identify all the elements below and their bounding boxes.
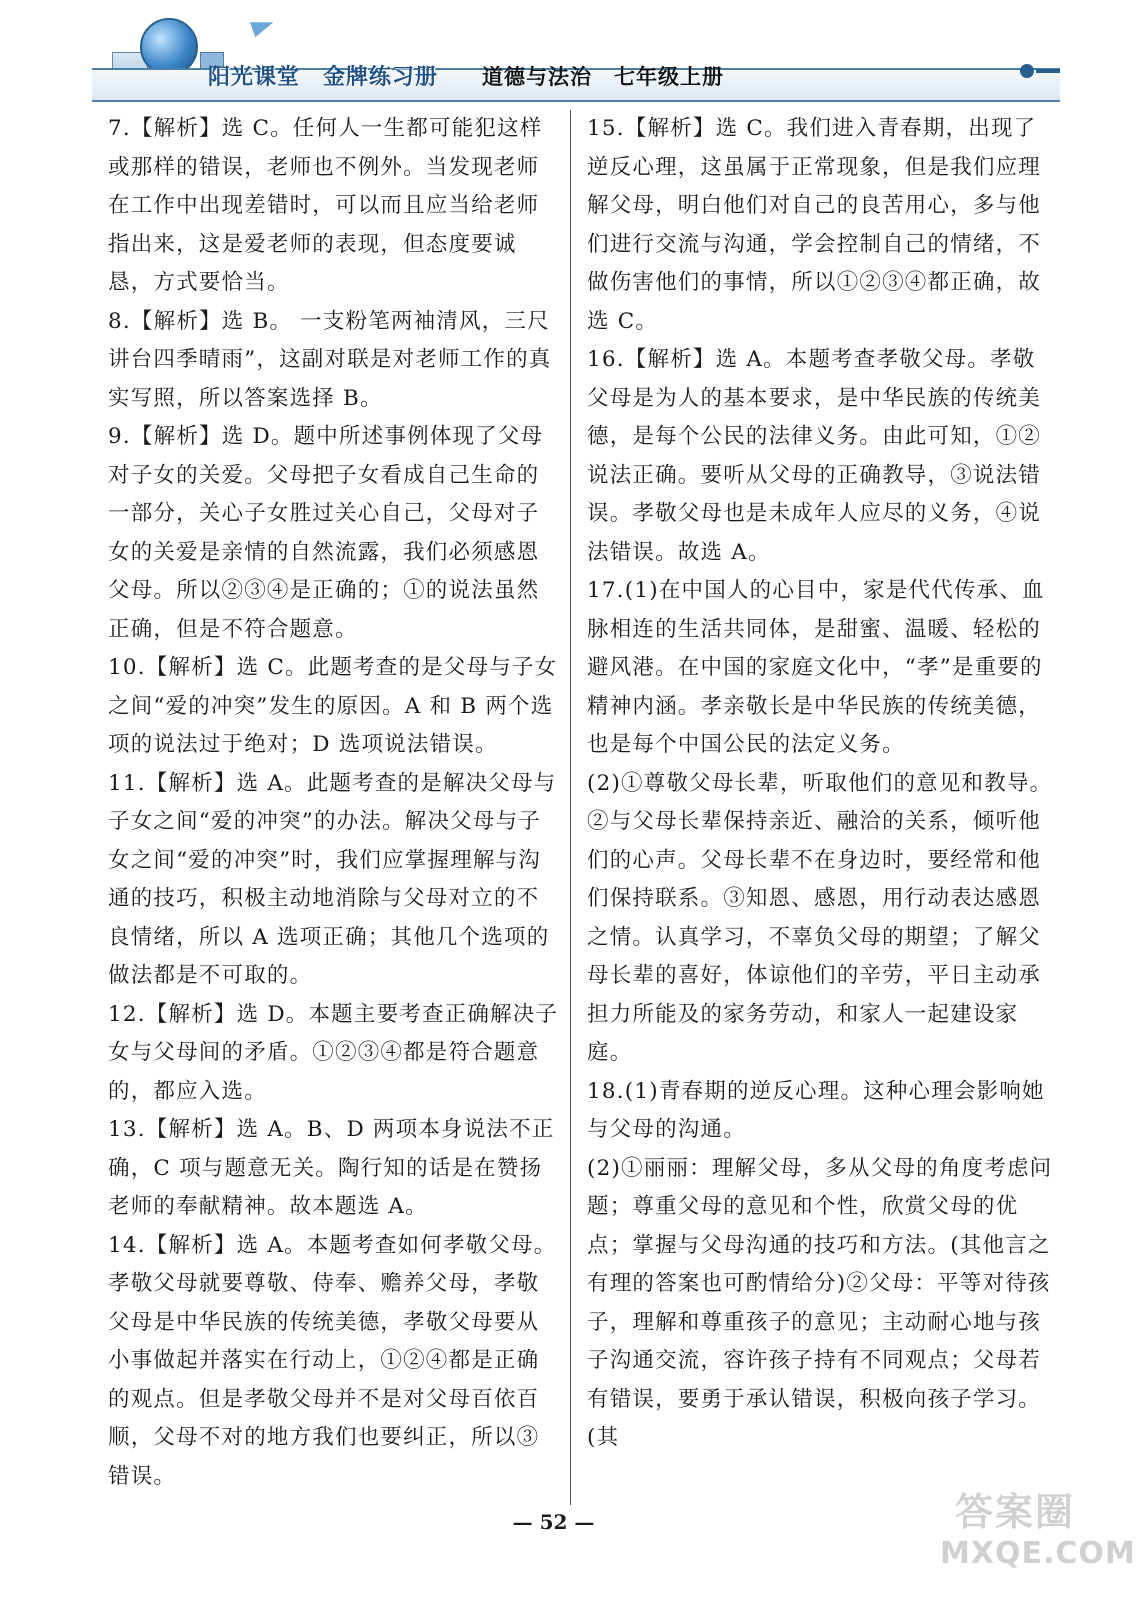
book-title: 道德与法治 七年级上册 xyxy=(482,64,724,89)
page-number: — 52 — xyxy=(512,1510,595,1534)
answer-item-14: 14.【解析】选 A。本题考查如何孝敬父母。孝敬父母就要尊敬、侍奉、赡养父母，孝敬父母是中华民族的传统美德，孝敬父母要从小事做起并落实在行动上，①②④都是正确的观点。但是孝敬父母并不是对父母百依百顺，父母不对的地方我们也要纠正，所以③错误。 xyxy=(108,1232,557,1489)
answer-item-10: 10.【解析】选 C。此题考查的是父母与子女之间“爱的冲突”发生的原因。A 和 B 两个选项的说法过于绝对；D 选项说法错误。 xyxy=(108,655,558,757)
paper-plane-icon xyxy=(250,15,276,38)
header-rule xyxy=(100,100,1055,102)
answer-item-15: 15.【解析】选 C。我们进入青春期，出现了逆反心理，这虽属于正常现象，但是我们应理解父母，明白他们对自己的良苦用心，多与他们进行交流与沟通，学会控制自己的情绪，不做伤害他们的事情，所以①②③④都正确，故选 C。 xyxy=(587,116,1042,334)
answer-item-18-part2: (2)①丽丽：理解父母，多从父母的角度考虑问题；尊重父母的意见和个性，欣赏父母的优点；掌握与父母沟通的技巧和方法。(其他言之有理的答案也可酌情给分)②父母：平等对待孩子，理解和尊重孩子的意见；主动耐心地与孩子沟通交流，容许孩子持有不同观点；父母若有错误，要勇于承认错误，积极向孩子学习。(其 xyxy=(587,1155,1053,1450)
watermark-logo xyxy=(940,1490,1136,1590)
answer-item-17-part1: 17.(1)在中国人的心目中，家是代代传承、血脉相连的生活共同体，是甜蜜、温暖、轻松的避风港。在中国的家庭文化中，“孝”是重要的精神内涵。孝亲敬长是中华民族的传统美德，也是每个中国公民的法定义务。 xyxy=(587,578,1045,757)
answer-item-11: 11.【解析】选 A。此题考查的是解决父母与子女之间“爱的冲突”的办法。解决父母与子女之间“爱的冲突”时，我们应掌握理解与沟通的技巧，积极主动地消除与父母对立的不良情绪，所以 A 选项正确；其他几个选项的做法都是不可取的。 xyxy=(108,770,557,988)
decor-line xyxy=(1036,69,1060,73)
answer-item-12: 12.【解析】选 D。本题主要考查正确解决子女与父母间的矛盾。①②③④都是符合题意的，都应入选。 xyxy=(108,1001,559,1104)
watermark-top: 答案圈 xyxy=(954,1490,1075,1534)
answer-item-16: 16.【解析】选 A。本题考查孝敬父母。孝敬父母是为人的基本要求，是中华民族的传统美德，是每个公民的法律义务。由此可知，①②说法正确。要听从父母的正确教导，③说法错误。孝敬父母也是未成年人应尽的义务，④说法错误。故选 A。 xyxy=(587,347,1042,565)
watermark-bottom: MXQE.COM xyxy=(940,1536,1136,1571)
answer-item-8: 8.【解析】选 B。 一支粉笔两袖清风，三尺讲台四季晴雨”，这副对联是对老师工作的真实写照，所以答案选择 B。 xyxy=(108,308,552,411)
answer-item-18-part1: 18.(1)青春期的逆反心理。这种心理会影响她与父母的沟通。 xyxy=(587,1078,1045,1142)
answer-item-7: 7.【解析】选 C。任何人一生都可能犯这样或那样的错误，老师也不例外。当发现老师在工作中出现差错时，可以而且应当给老师指出来，这是爱老师的表现，但态度要诚恳，方式要恰当。 xyxy=(108,116,543,295)
answer-item-17-part2: (2)①尊敬父母长辈，听取他们的意见和教导。②与父母长辈保持亲近、融洽的关系，倾听他们的心声。父母长辈不在身边时，要经常和他们保持联系。③知恩、感恩，用行动表达感恩之情。认真学习，不辜负父母的期望；了解父母长辈的喜好，体谅他们的辛劳，平日主动承担力所能及的家务劳动，和家人一起建设家庭。 xyxy=(587,770,1053,1065)
right-column xyxy=(587,110,1053,1458)
answer-item-9: 9.【解析】选 D。题中所述事例体现了父母对子女的关爱。父母把子女看成自己生命的一部分，关心子女胜过关心自己，父母对子女的关爱是亲情的自然流露，我们必须感恩父母。所以②③④是正确的；①的说法虽然正确，但是不符合题意。 xyxy=(108,424,544,642)
left-column xyxy=(108,110,560,1496)
answer-item-13: 13.【解析】选 A。B、D 两项本身说法不正确，C 项与题意无关。陶行知的话是在赞扬老师的奉献精神。故本题选 A。 xyxy=(108,1117,555,1219)
page-header xyxy=(0,0,1107,110)
decor-dot-icon xyxy=(1020,64,1034,78)
column-divider xyxy=(570,110,571,1505)
series-title: 阳光课堂 金牌练习册 xyxy=(208,64,439,90)
